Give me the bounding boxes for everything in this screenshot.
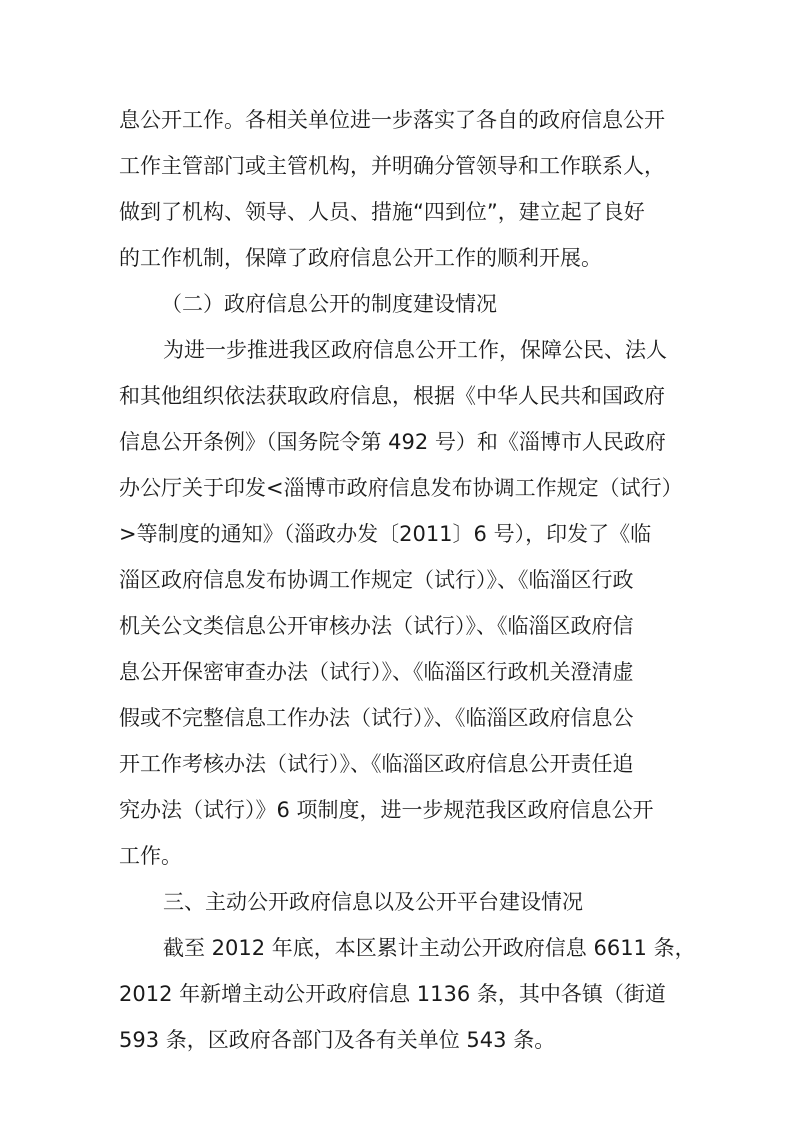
paragraph-line: 的工作机制，保障了政府信息公开工作的顺利开展。 bbox=[119, 246, 602, 270]
paragraph-line: 信息公开条例》（国务院令第 492 号）和《淄博市人民政府 bbox=[119, 430, 666, 454]
paragraph-line: 工作。 bbox=[119, 844, 182, 868]
section-heading: 三、主动公开政府信息以及公开平台建设情况 bbox=[163, 890, 583, 914]
paragraph-line: 究办法（试行）》6 项制度，进一步规范我区政府信息公开 bbox=[119, 798, 654, 822]
paragraph-line: 息公开工作。各相关单位进一步落实了各自的政府信息公开 bbox=[119, 108, 665, 132]
paragraph-line: 截至 2012 年底，本区累计主动公开政府信息 6611 条， bbox=[163, 936, 696, 960]
paragraph-line: 息公开保密审查办法（试行）》、《临淄区行政机关澄清虚 bbox=[119, 660, 634, 684]
paragraph-line: 开工作考核办法（试行）》、《临淄区政府信息公开责任追 bbox=[119, 752, 634, 776]
paragraph-line: 工作主管部门或主管机构，并明确分管领导和工作联系人， bbox=[119, 154, 665, 178]
document-body bbox=[119, 97, 696, 1063]
paragraph-line: 淄区政府信息发布协调工作规定（试行）》、《临淄区行政 bbox=[119, 568, 634, 592]
paragraph-line: 和其他组织依法获取政府信息，根据《中华人民共和国政府 bbox=[119, 384, 665, 408]
paragraph-line: 办公厅关于印发<淄博市政府信息发布协调工作规定（试行） bbox=[119, 476, 683, 500]
paragraph-line: 做到了机构、领导、人员、措施“四到位”，建立起了良好 bbox=[119, 200, 645, 224]
paragraph-line: 为进一步推进我区政府信息公开工作，保障公民、法人 bbox=[163, 338, 667, 362]
paragraph-line: 假或不完整信息工作办法（试行）》、《临淄区政府信息公 bbox=[119, 706, 634, 730]
section-heading: （二）政府信息公开的制度建设情况 bbox=[161, 292, 497, 316]
paragraph-line: 机关公文类信息公开审核办法（试行）》、《临淄区政府信 bbox=[119, 614, 634, 638]
paragraph-line: >等制度的通知》（淄政办发〔2011〕6 号），印发了《临 bbox=[119, 522, 652, 546]
paragraph-line: 593 条，区政府各部门及各有关单位 543 条。 bbox=[119, 1028, 556, 1052]
paragraph-line: 2012 年新增主动公开政府信息 1136 条，其中各镇（街道 bbox=[119, 982, 666, 1006]
